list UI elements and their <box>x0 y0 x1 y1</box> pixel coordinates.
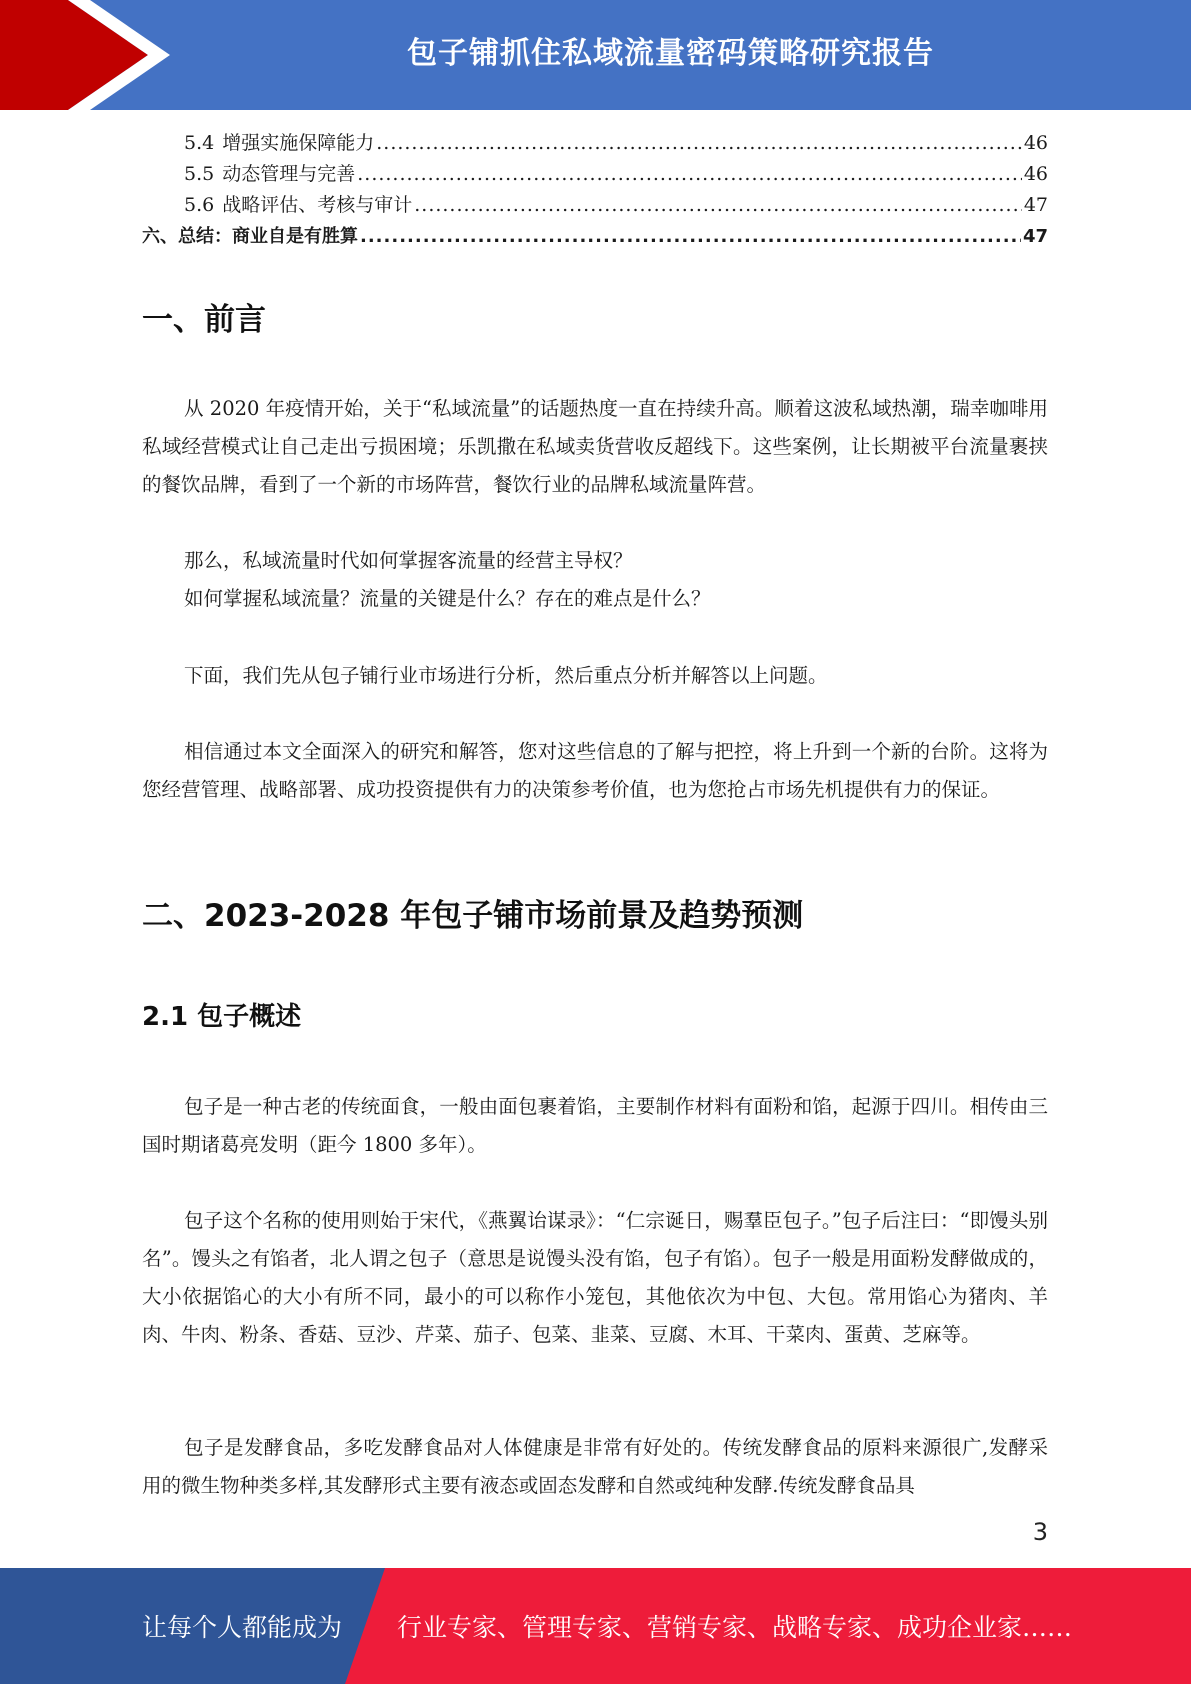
toc-label: 增强实施保障能力 <box>222 132 375 154</box>
body-paragraph: 包子是发酵食品，多吃发酵食品对人体健康是非常有好处的。传统发酵食品的原料来源很广,发酵采用的微生物种类多样,其发酵形式主要有液态或固态发酵和自然或纯种发酵.传统发酵食品具 <box>142 1436 1048 1497</box>
body-paragraph: 包子是一种古老的传统面食，一般由面包裹着馅，主要制作材料有面粉和馅，起源于四川。相传由三国时期诸葛亮发明（距今 1800 多年）。 <box>142 1095 1048 1156</box>
toc-label: 动态管理与完善 <box>222 163 356 185</box>
page-number: 3 <box>1032 1518 1048 1546</box>
subsection-heading: 2.1 包子概述 <box>142 1002 302 1032</box>
toc-entry[interactable] <box>142 221 1048 252</box>
body-paragraph: 下面，我们先从包子铺行业市场进行分析，然后重点分析并解答以上问题。 <box>184 664 828 687</box>
table-of-contents <box>142 128 1048 252</box>
toc-label: 战略评估、考核与审计 <box>222 194 413 216</box>
footer-slogan-right: 行业专家、管理专家、营销专家、战略专家、成功企业家…… <box>397 1613 1073 1642</box>
body-paragraph: 包子这个名称的使用则始于宋代，《燕翼诒谋录》：“仁宗诞日，赐羣臣包子。”包子后注曰：“即馒头别名”。馒头之有馅者，北人谓之包子（意思是说馒头没有馅，包子有馅）。包子一般是用面粉发酵做成的，大小依据馅心的大小有所不同，最小的可以称作小笼包，其他依次为中包、大包。常用馅心为猪肉、羊肉、牛肉、粉条、香菇、豆沙、芹菜、茄子、包菜、韭菜、豆腐、木耳、干菜肉、蛋黄、芝麻等。 <box>142 1209 1048 1346</box>
page-header <box>0 0 1191 110</box>
toc-leader-dots <box>357 159 1022 190</box>
toc-page-number: 46 <box>1023 163 1048 185</box>
toc-page-number: 47 <box>1023 194 1048 216</box>
toc-page-number: 46 <box>1023 132 1048 154</box>
section-heading-preface: 一、前言 <box>142 302 266 338</box>
page-footer <box>0 1568 1191 1684</box>
toc-entry[interactable] <box>142 159 1048 190</box>
body-paragraph: 相信通过本文全面深入的研究和解答，您对这些信息的了解与把控，将上升到一个新的台阶。这将为您经营管理、战略部署、成功投资提供有力的决策参考价值，也为您抢占市场先机提供有力的保证。 <box>142 740 1048 801</box>
toc-number: 5.4 <box>184 132 215 154</box>
toc-entry[interactable] <box>142 190 1048 221</box>
body-paragraph: 从 2020 年疫情开始，关于“私域流量”的话题热度一直在持续升高。顺着这波私域热潮，瑞幸咖啡用私域经营模式让自己走出亏损困境；乐凯撒在私域卖货营收反超线下。这些案例，让长期被平台流量裹挟的餐饮品牌，看到了一个新的市场阵营，餐饮行业的品牌私域流量阵营。 <box>142 397 1048 496</box>
toc-page-number: 47 <box>1022 226 1048 247</box>
toc-number: 5.5 <box>184 163 215 185</box>
toc-leader-dots <box>414 190 1022 221</box>
body-question: 那么，私域流量时代如何掌握客流量的经营主导权？ <box>184 549 633 572</box>
toc-entry[interactable] <box>142 128 1048 159</box>
toc-number: 5.6 <box>184 194 215 216</box>
footer-slogan-left: 让每个人都能成为 <box>142 1613 343 1642</box>
toc-leader-dots <box>376 128 1022 159</box>
body-question: 如何掌握私域流量？流量的关键是什么？存在的难点是什么？ <box>184 587 711 610</box>
toc-leader-dots <box>360 221 1021 252</box>
section-heading-market: 二、2023-2028 年包子铺市场前景及趋势预测 <box>142 898 804 934</box>
toc-label: 六、总结：商业自是有胜算 <box>142 226 358 247</box>
report-title: 包子铺抓住私域流量密码策略研究报告 <box>407 36 934 71</box>
